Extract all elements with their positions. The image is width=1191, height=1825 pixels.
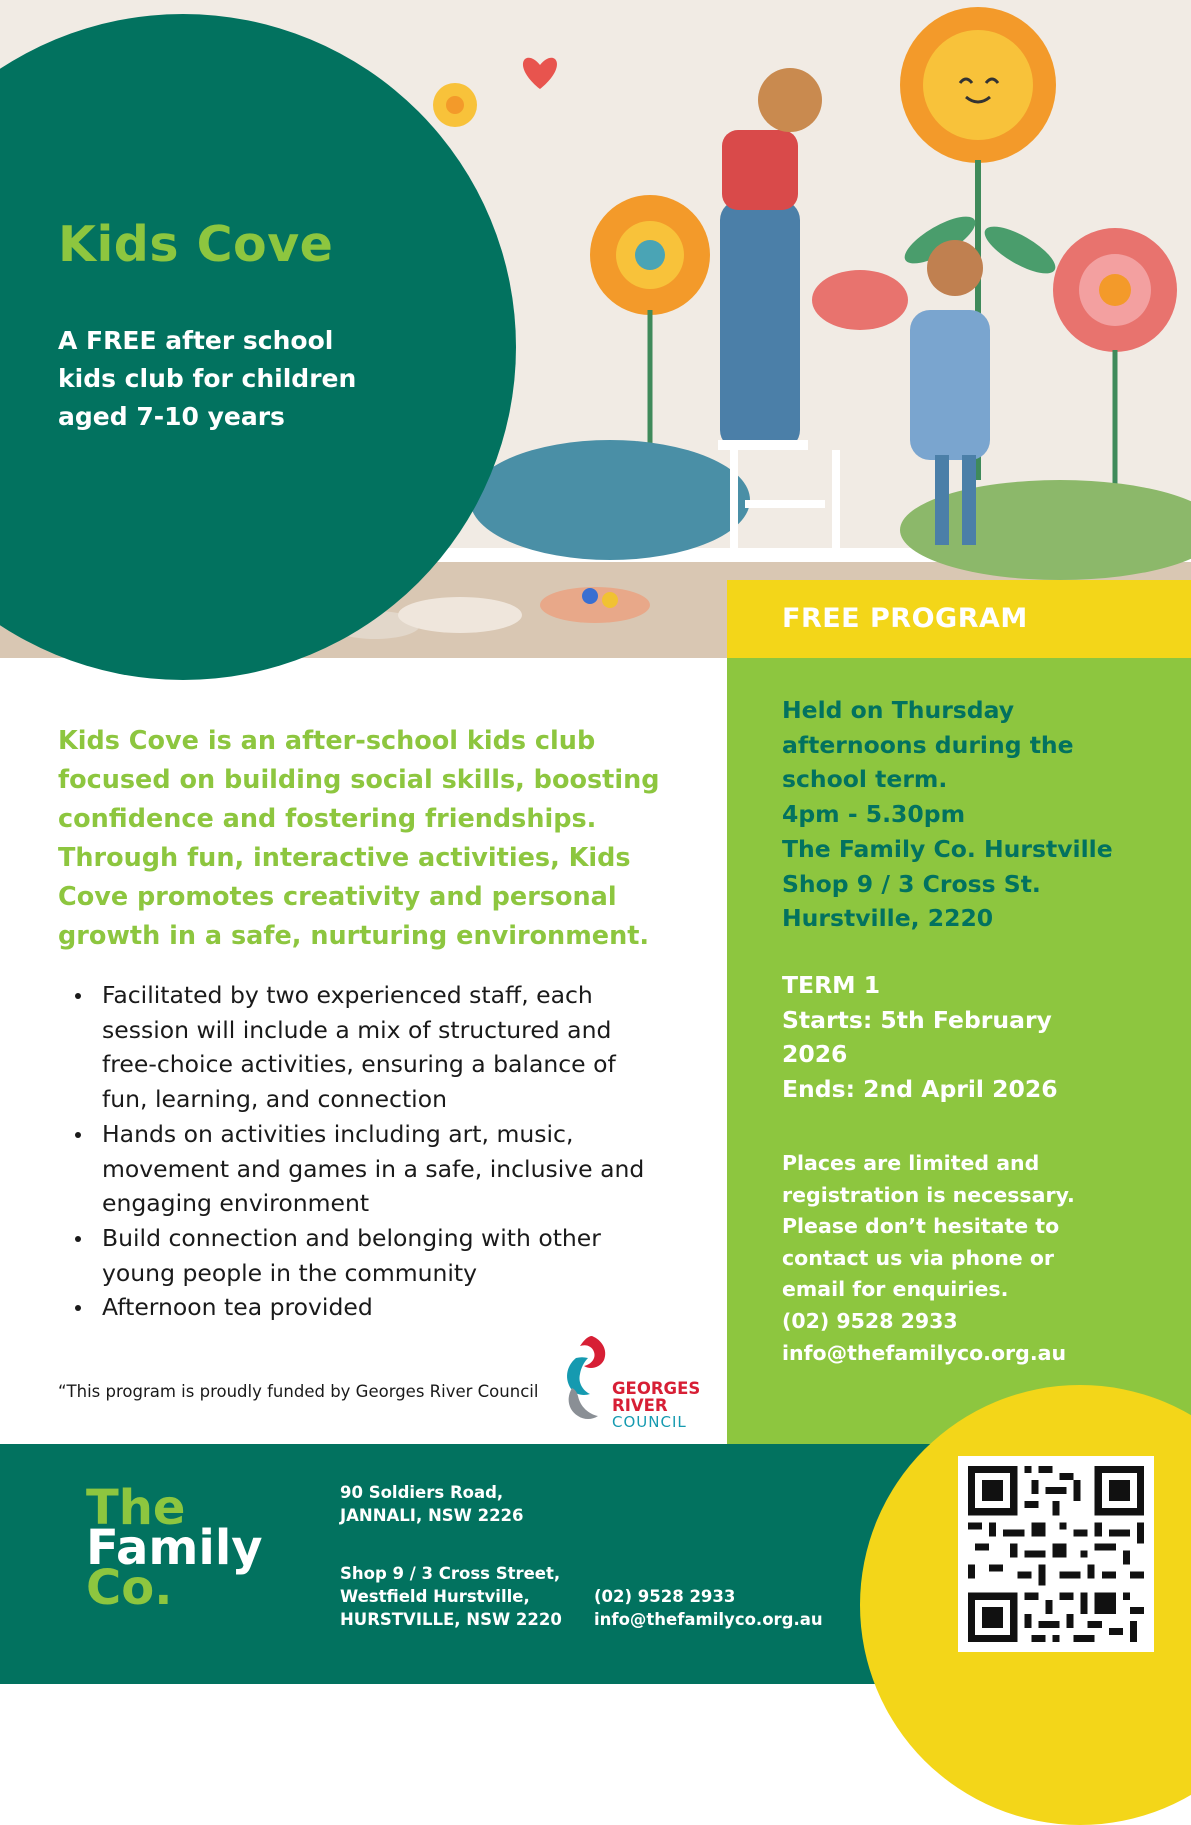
schedule-line: The Family Co. Hurstville <box>782 834 1113 863</box>
logo-word: The <box>86 1480 186 1536</box>
subtitle-line: kids club for children <box>58 364 357 393</box>
phone-link[interactable]: (02) 9528 2933 <box>782 1308 958 1333</box>
schedule-details <box>782 693 1142 936</box>
logo-word: Family <box>86 1520 263 1576</box>
jannali-address <box>340 1481 524 1527</box>
contact-line: contact us via phone or <box>782 1245 1055 1270</box>
schedule-line: afternoons during the <box>782 730 1074 759</box>
council-logo-line1: GEORGES <box>612 1379 701 1398</box>
contact-line: email for enquiries. <box>782 1277 1009 1302</box>
footer-phone-link[interactable]: (02) 9528 2933 <box>594 1587 736 1606</box>
term-line: TERM 1 <box>782 971 881 999</box>
page-title: Kids Cove <box>58 216 334 273</box>
address-line: JANNALI, NSW 2226 <box>340 1506 524 1525</box>
page-subtitle <box>58 322 398 436</box>
contact-line: Places are limited and <box>782 1151 1040 1175</box>
contact-line: registration is necessary. <box>782 1182 1075 1207</box>
sun-painting <box>900 7 1056 163</box>
contact-line: Please don’t hesitate to <box>782 1214 1060 1239</box>
address-line: Shop 9 / 3 Cross Street, <box>340 1564 561 1583</box>
council-logo-line3: COUNCIL <box>612 1413 687 1431</box>
term-line: 2026 <box>782 1040 848 1069</box>
schedule-line: school term. <box>782 765 948 794</box>
email-link[interactable]: info@thefamilyco.org.au <box>782 1340 1067 1365</box>
footer-email-link[interactable]: info@thefamilyco.org.au <box>594 1610 823 1629</box>
list-item: Hands on activities including art, music, movement and games in a safe, inclusive and engaging environment <box>58 1117 668 1221</box>
registration-contact <box>782 1148 1142 1369</box>
intro-paragraph: Kids Cove is an after-school kids club focused on building social skills, boosting confidence and fostering friendships. Through fun, interactive activities, Kids Cove promotes creativity and personal growth in a safe, nurturing environment. <box>58 726 660 951</box>
schedule-line: Held on Thursday <box>782 696 1015 724</box>
term-dates <box>782 968 1142 1107</box>
feature-list <box>58 978 668 1325</box>
qr-code[interactable] <box>958 1456 1154 1652</box>
schedule-line: 4pm - 5.30pm <box>782 800 966 829</box>
dragon-icon <box>562 1330 612 1430</box>
family-co-logo <box>86 1480 263 1616</box>
schedule-line: Hurstville, 2220 <box>782 904 994 933</box>
council-logo-line2: RIVER <box>612 1396 668 1415</box>
footer-contact <box>594 1585 823 1631</box>
georges-river-council-logo <box>562 1330 712 1430</box>
list-item: Build connection and belonging with other young people in the community <box>58 1221 668 1290</box>
qr-code-icon <box>968 1466 1144 1642</box>
address-line: 90 Soldiers Road, <box>340 1483 504 1502</box>
address-line: HURSTVILLE, NSW 2220 <box>340 1610 562 1629</box>
hurstville-address <box>340 1562 562 1631</box>
list-item: Afternoon tea provided <box>58 1290 668 1325</box>
term-line: Starts: 5th February <box>782 1005 1052 1034</box>
address-line: Westfield Hurstville, <box>340 1587 530 1606</box>
funding-note: “This program is proudly funded by Georges River Council <box>58 1382 539 1401</box>
subtitle-line: A FREE after school <box>58 326 334 355</box>
logo-word: Co. <box>86 1560 173 1616</box>
list-item: Facilitated by two experienced staff, each session will include a mix of structured and free-choice activities, ensuring a balance of fun, learning, and connection <box>58 978 668 1117</box>
term-line: Ends: 2nd April 2026 <box>782 1075 1058 1104</box>
subtitle-line: aged 7-10 years <box>58 402 285 431</box>
schedule-line: Shop 9 / 3 Cross St. <box>782 869 1041 898</box>
free-program-label: FREE PROGRAM <box>782 603 1028 634</box>
